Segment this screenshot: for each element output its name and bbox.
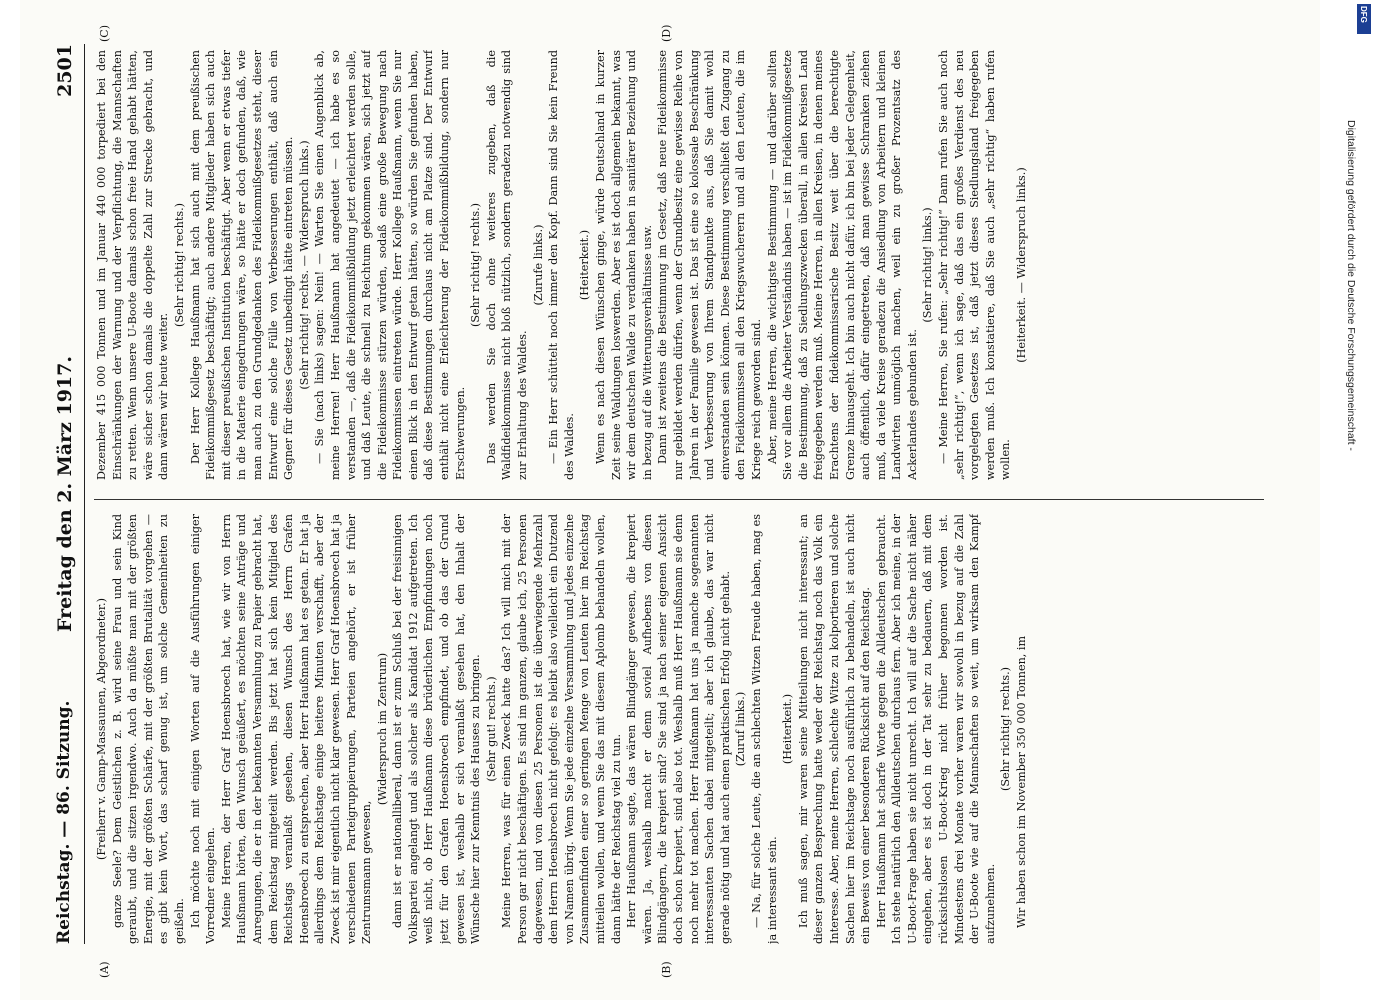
- interjection: (Sehr richtig! rechts.): [172, 202, 186, 328]
- margin-mark-b: (B): [660, 961, 673, 978]
- interjection: (Heiterkeit. — Widerspruch links.): [1015, 167, 1029, 363]
- paragraph: — Sie (nach links) sagen: Nein! — Warten Sie einen Augenblick ab, meine Herren! Herr Haußmann hat angedeutet — ich habe es so verstanden —, daß die Fideikommißbildung jetzt erleichtert werden solle, und daß Leute, die schnell zu Reichtum gekommen wären, sich jetzt auf die Fideikommisse stürzen würden, sodaß eine große Bewegung nach Fideikommissen eintreten würde. Herr Kollege Haußmann, wenn Sie nur einen Blick in den Entwurf getan hätten, so würden Sie gefunden haben, daß diese Bestimmungen durchaus nicht am Platze sind. Der Entwurf enthält nicht eine Erleichterung der Fideikommißbildung, sondern nur Erschwerungen.: [313, 50, 467, 480]
- paragraph: Ich muß sagen, mir waren seine Mitteilungen nicht interessant; an dieser ganzen Besprechung hatte weder der Reichstag noch das Volk ein Interesse. Aber, meine Herren, schlechte Witze zu kolportieren und solche Sachen hier im Reichstage noch ausführlich zu behandeln, ist auch nicht ein Beweis von einer besonderen Rücksicht auf den Reichstag.: [796, 514, 873, 944]
- credit-text: Digitalisierung gefördert durch die Deutsche Forschungsgemeinschaft -: [1345, 120, 1357, 451]
- interjection: (Zurufe links.): [531, 224, 545, 306]
- paragraph: — Na, für solche Leute, die an schlechten Witzen Freude haben, mag es ja interessant sein.: [749, 514, 779, 944]
- header-date: Freitag den 2. März 1917.: [54, 356, 76, 632]
- interjection: (Widerspruch im Zentrum): [375, 652, 389, 806]
- interjection: (Sehr richtig! rechts.): [999, 666, 1013, 792]
- paragraph: dann ist er nationalliberal, dann ist er zum Schluß bei der freisinnigen Volkspartei angelangt und als solcher als Kandidat 1912 aufgetreten. Ich weiß nicht, ob Herr Haußmann diese brüderlichen Empfindungen noch jetzt für den Grafen Hoensbroech empfindet, und ob das der Grund gewesen ist, weshalb er sich veranlaßt gesehen hat, den Inhalt der Wünsche hier zur Kenntnis des Hauses zu bringen.: [391, 514, 483, 944]
- margin-mark-c: (C): [98, 25, 111, 42]
- paragraph: Wir haben schon im November 350 000 Tonnen, im: [1015, 635, 1029, 928]
- paragraph: Das werden Sie doch ohne weiteres zugeben, daß die Waldfideikommisse nicht bloß nützlich, sondern geradezu notwendig sind zur Erhaltung des Waldes.: [484, 50, 530, 480]
- interjection: (Sehr gut! rechts.): [484, 676, 498, 782]
- paragraph: Der Herr Kollege Haußmann hat sich auch mit dem preußischen Fideikommißgesetz beschäftigt; auch andere Mitglieder haben sich auch mit dieser preußischen Institution beschäftigt. Aber wenn er etwas tiefer in die Materie eingedrungen wäre, so hätte er doch gefunden, daß, wie man auch zu den Grundgedanken des Fideikommißgesetzes steht, dieser Entwurf eine solche Fülle von Verbesserungen enthält, daß auch ein Gegner für dieses Gesetz unbedingt hätte eintreten müssen.: [188, 50, 296, 480]
- interjection: (Sehr richtig! links.): [921, 207, 935, 323]
- paragraph: Herr Haußmann hat scharfe Worte gegen die Alldeutschen gebraucht. Ich stehe natürlich den Alldeutschen durchaus fern. Aber ich meine, in der U-Boot-Frage haben sie nicht unrecht. Ich will auf die Sache nicht näher eingehen, aber es ist doch in der Tat sehr zu bedauern, daß mit dem rücksichtslosen U-Boot-Krieg nicht früher begonnen worden ist. Mindestens drei Monate vorher waren wir sowohl in bezug auf die Zahl der U-Boote wie auf die Mannschaften so weit, um wirksam den Kampf aufzunehmen.: [874, 514, 997, 944]
- paragraph: Aber, meine Herren, die wichtigste Bestimmung — und darüber sollten Sie vor allem die Arbeiter Verständnis haben — ist im Fideikommißgesetze die Bestimmung, daß zu Siedlungszwecken überall, in allen Kreisen Land freigegeben werden muß. Meine Herren, in allen Kreisen, in denen meines Erachtens der fideikommissarische Besitz weit über die berechtigte Grenze hinausgeht. Ich bin auch nicht dafür, ich bin bei jeder Gelegenheit, auch öffentlich, dafür eingetreten, daß man gewisse Schranken ziehen muß, da viele Kreise geradezu die Ansiedlung von Arbeitern und kleinen Landwirten unmöglich machen, weil ein zu großer Prozentsatz des Ackerlandes gebunden ist.: [765, 50, 919, 480]
- paragraph: Dezember 415 000 Tonnen und im Januar 440 000 torpediert bei den Einschränkungen der Warnung und der Verpflichtung, die Mannschaften zu retten. Wenn unsere U-Boote damals schon freie Hand gehabt hätten, wäre sicher schon damals die doppelte Zahl zur Strecke gebracht, und dann wären wir heute weiter.: [95, 50, 171, 480]
- paragraph: Wenn es nach diesen Wünschen ginge, würde Deutschland in kurzer Zeit seine Waldungen loswerden. Aber es ist doch allgemein bekannt, was wir dem deutschen Walde zu verdanken haben in sanitärer Beziehung und in bezug auf die Witterungsverhältnisse usw.: [594, 50, 654, 480]
- page-header: [50, 44, 85, 944]
- paragraph: Meine Herren, was für einen Zweck hatte das? Ich will mich mit der Person gar nicht beschäftigen. Es sind im ganzen, glaube ich, 25 Personen dagewesen, und von diesen 25 Personen ist die überwiegende Mehrzahl dem Herrn Hoensbroech nicht gefolgt: es bleibt also vielleicht ein Dutzend von Namen übrig. Wenn Sie jede einzelne Versammlung und jedes einzelne Zusammenfinden einer so geringen Menge von Leuten hier im Reichstag mitteilen wollen, und wenn Sie das mit diesem Aplomb behandeln wollen, dann hätte der Reichstag viel zu tun.: [500, 514, 623, 944]
- paragraph: Dann ist zweitens die Bestimmung im Gesetz, daß neue Fideikommisse nur gebildet werden dürfen, wenn der Grundbesitz eine gewisse Reihe von Jahren in der Familie gewesen ist. Das ist eine so kolossale Beschränkung und Verbesserung von Ihrem Standpunkte aus, daß Sie damit wohl einverstanden sein können. Diese Bestimmung verschließt den Zugang zu den Fideikommissen all den Kriegswucherern und all den Leuten, die im Kriege reich geworden sind.: [656, 50, 763, 480]
- margin-mark-a: (A): [98, 961, 111, 978]
- rotated-page: [20, 0, 1320, 1000]
- interjection: (Sehr richtig! rechts.): [469, 202, 483, 328]
- paragraph: ganze Seele? Dem Geistlichen z. B. wird seine Frau und sein Kind geraubt, und die sitzen irgendwo. Auch da müßte man mit der größten Energie, mit der größten Schärfe, mit der größten Brutalität vorgehen — es gibt kein Wort, das scharf genug ist, um solche Gemeinheiten zu geißeln.: [110, 514, 186, 944]
- paragraph: Herr Haußmann sagte, das wären Blindgänger gewesen, die krepiert wären. Ja, weshalb macht er denn soviel Aufhebens von diesen Blindgängern, die krepiert sind? Sie sind ja nach seiner eigenen Ansicht doch schon krepiert, sind also tot. Weshalb muß Herr Haußmann sie denn noch mehr tot machen. Herr Haußmann hat uns ja manche sogenannten interessanten Sachen dabei mitgeteilt; aber ich glaube, das war nicht gerade nötig und hat auch einen praktischen Erfolg nicht gehabt.: [625, 514, 732, 944]
- interjection: (Heiterkeit.): [578, 229, 592, 301]
- interjection: (Heiterkeit.): [781, 693, 795, 765]
- paragraph: — Meine Herren, Sie rufen: „Sehr richtig!“ Dann rufen Sie auch noch „sehr richtig!“, wenn ich sage, daß das ein großes Verdienst des neu vorgelegten Gesetzes ist, daß jetzt dieses Siedlungsland freigegeben werden muß. Ich konstatiere, daß Sie auch „sehr richtig“ haben rufen wollen.: [937, 50, 1013, 480]
- paragraph: Ich möchte noch mit einigen Worten auf die Ausführungen einiger Vorredner eingehen.: [188, 514, 218, 944]
- paragraph: Meine Herren, der Herr Graf Hoensbroech hat, wie wir von Herrn Haußmann hörten, den Wunsch geäußert, es möchten seine Anträge und Anregungen, die er in der bekannten Versammlung zu Papier gebracht hat, dem Reichstag mitgeteilt werden. Bis jetzt hat sich kein Mitglied des Reichstags veranlaßt gesehen, diesen Wunsch des Herrn Grafen Hoensbroech zu entsprechen, aber Herr Haußmann hat es getan. Er hat ja allerdings dem Reichstage einige heitere Minuten verschafft, aber der Zweck ist mir eigentlich nicht klar gewesen. Herr Graf Hoensbroech hat ja verschiedenen Parteigruppierungen, Parteien angehört, er ist früher Zentrumsmann gewesen,: [219, 514, 374, 944]
- header-session: Reichstag. — 86. Sitzung.: [54, 700, 74, 944]
- speaker-line: (Freiherr v. Gamp-Massaunen, Abgeordneter.): [95, 598, 108, 860]
- digitization-credit: [1345, 10, 1373, 990]
- page-number: 2501: [54, 44, 76, 97]
- interjection: (Sehr richtig! rechts. — Widerspruch links.): [297, 140, 311, 390]
- left-column: [94, 514, 1274, 944]
- margin-mark-d: (D): [660, 24, 673, 42]
- right-column: [94, 50, 1274, 480]
- column-divider: [94, 499, 1264, 500]
- dfg-logo: DFG: [1357, 4, 1371, 34]
- interjection: (Zuruf links.): [734, 691, 748, 767]
- paragraph: — Ein Herr schüttelt noch immer den Kopf. Dann sind Sie kein Freund des Waldes.: [547, 50, 576, 480]
